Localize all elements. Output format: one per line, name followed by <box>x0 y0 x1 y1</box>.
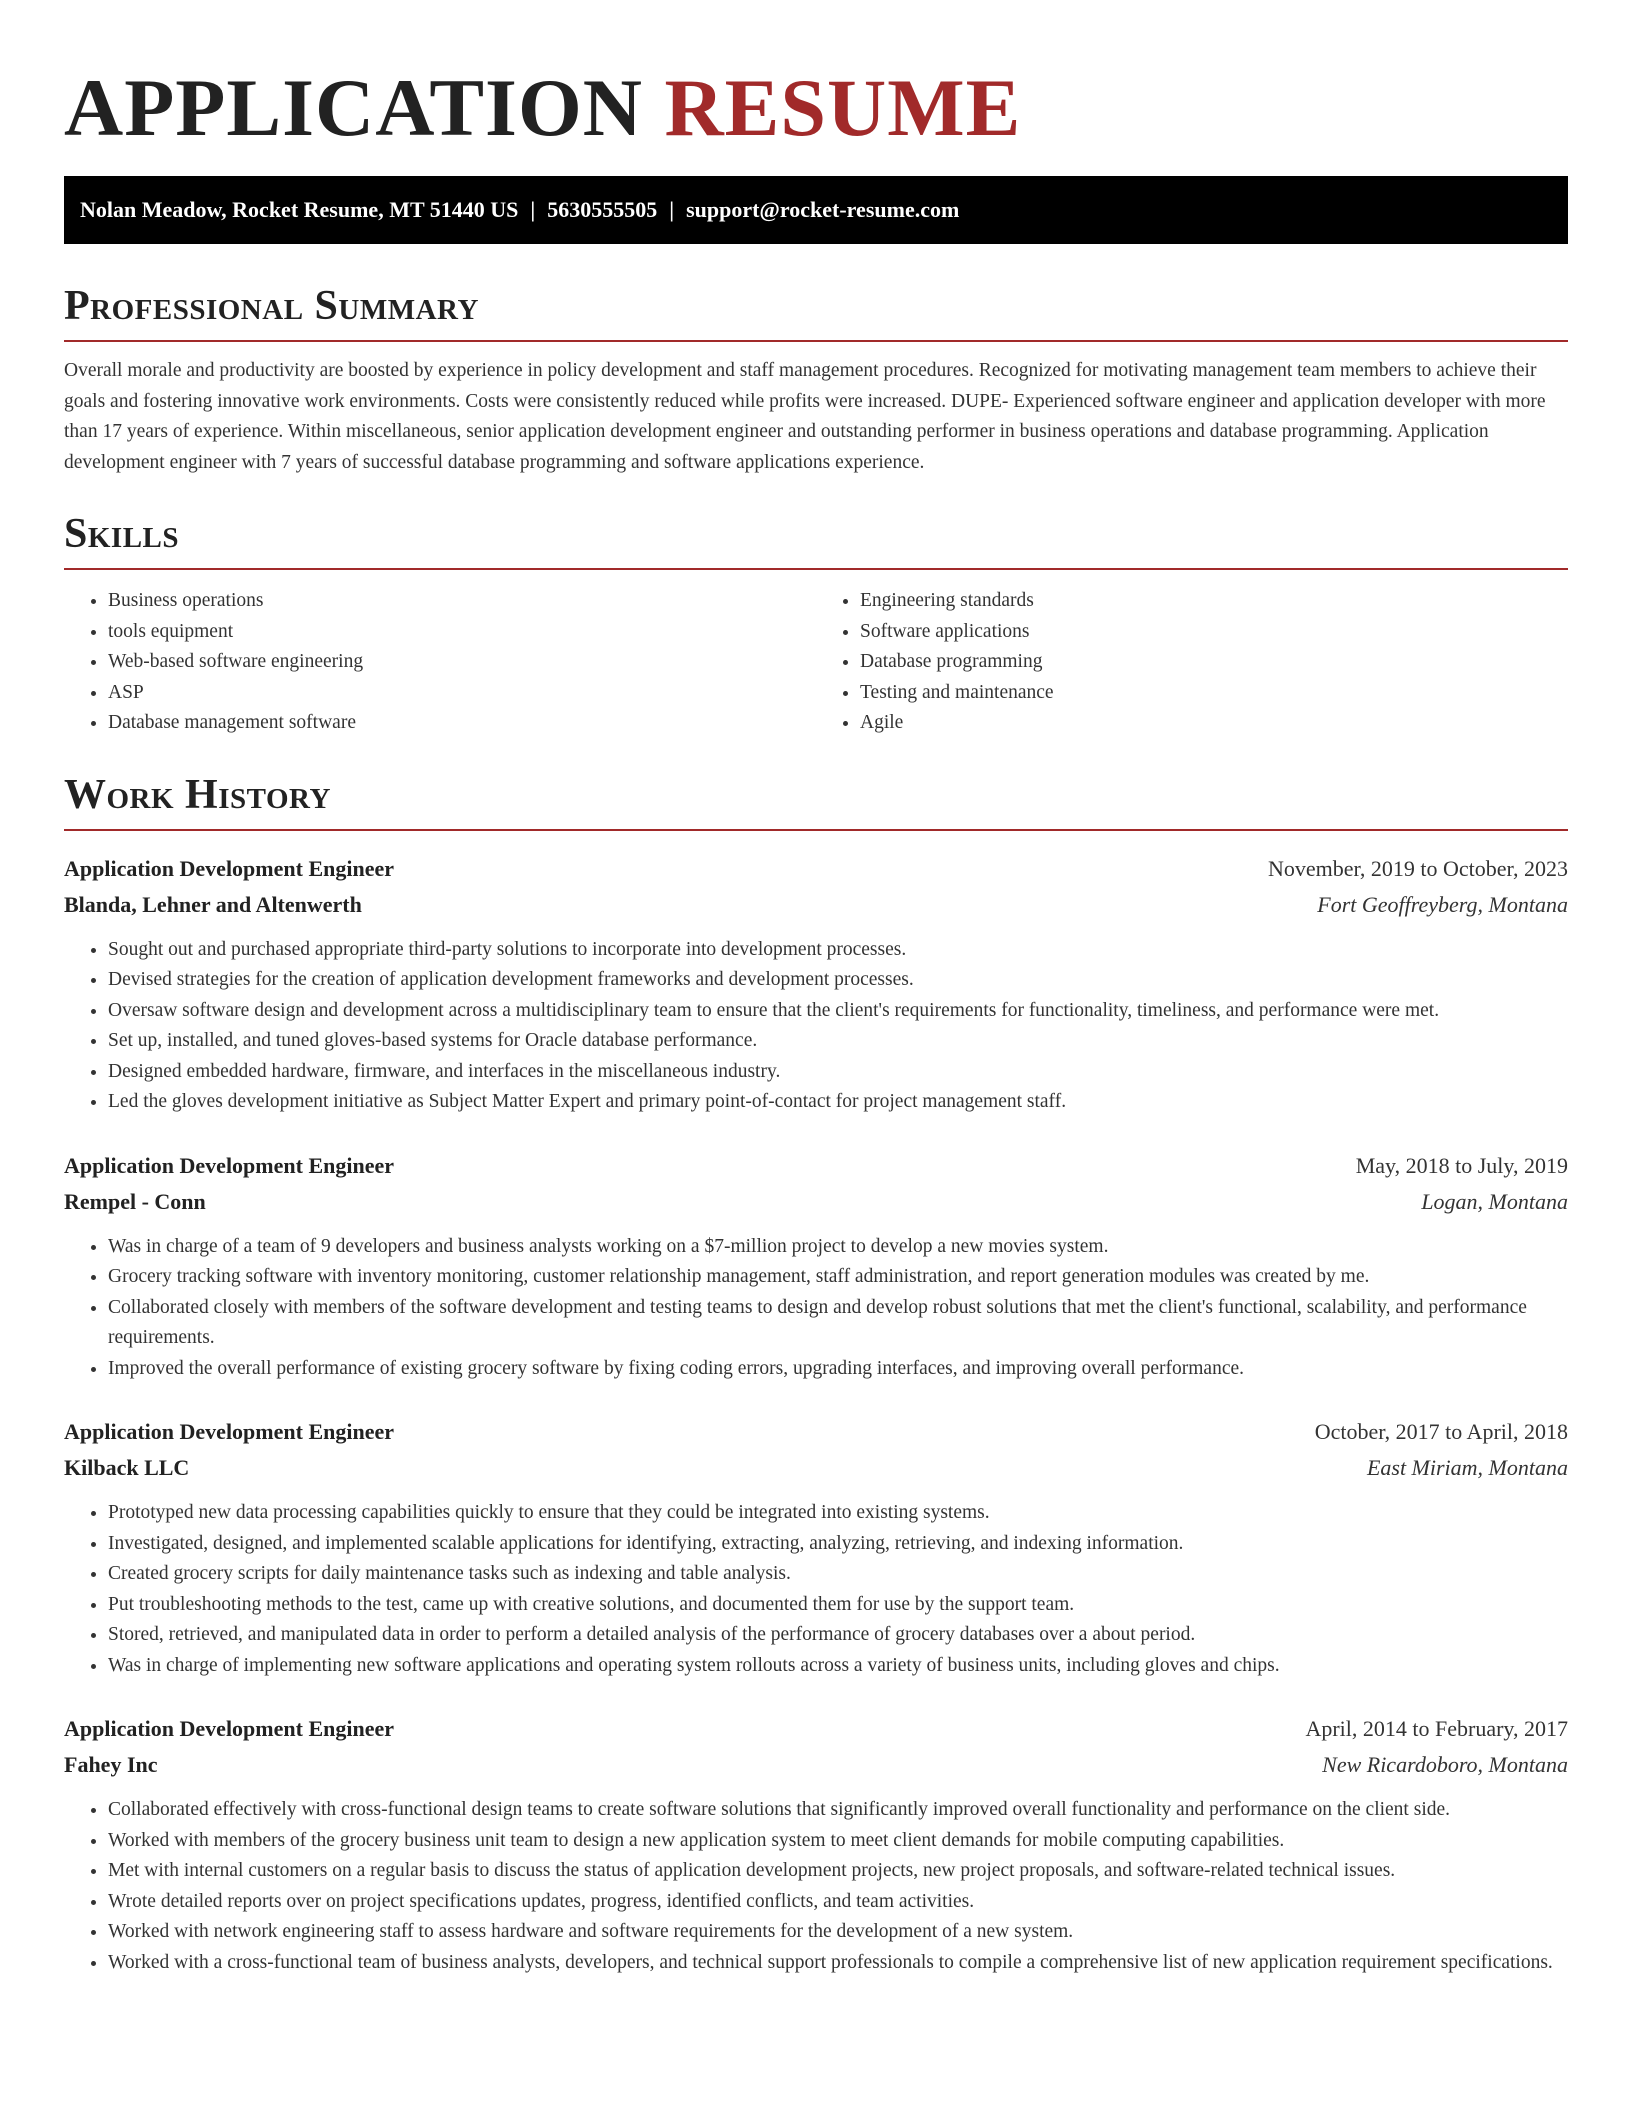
job-title-row <box>64 1414 1568 1450</box>
skill-item: • tools equipment <box>108 617 816 648</box>
job-bullet: • Improved the overall performance of existing grocery software by fixing coding errors, upgrading interfaces, and improving overall performance. <box>108 1354 1568 1385</box>
job-bullet: • Led the gloves development initiative as Subject Matter Expert and primary point-of-contact for project management staff. <box>108 1087 1568 1118</box>
skills-grid <box>64 586 1568 739</box>
skill-item: • Business operations <box>108 586 816 617</box>
title-word-2: RESUME <box>664 62 1022 153</box>
contact-address: Nolan Meadow, Rocket Resume, MT 51440 US <box>80 197 519 222</box>
job-bullet-list <box>64 935 1568 1118</box>
job-company-row <box>64 1747 1568 1783</box>
job-bullet: • Worked with a cross-functional team of business analysts, developers, and technical support professionals to compile a comprehensive list of new application requirement specifications. <box>108 1948 1568 1979</box>
job-bullet: • Sought out and purchased appropriate third-party solutions to incorporate into development processes. <box>108 935 1568 966</box>
skill-item: • Testing and maintenance <box>860 678 1568 709</box>
job-location: East Miriam, Montana <box>1366 1455 1568 1480</box>
skill-item: • Engineering standards <box>860 586 1568 617</box>
job-bullet: • Worked with network engineering staff to assess hardware and software requirements for the development of a new system. <box>108 1917 1568 1948</box>
job-bullet: • Collaborated closely with members of the software development and testing teams to design and develop robust solutions that met the client's functional, scalability, and performance requirements. <box>108 1293 1568 1354</box>
job-location: Fort Geoffreyberg, Montana <box>1317 891 1568 917</box>
job-dates: October, 2017 to April, 2018 <box>1314 1419 1568 1444</box>
job-bullet: • Designed embedded hardware, firmware, and interfaces in the miscellaneous industry. <box>108 1057 1568 1088</box>
skill-item: • Web-based software engineering <box>108 647 816 678</box>
skills-section <box>64 508 1568 739</box>
job-bullet: • Worked with members of the grocery business unit team to design a new application system to meet client demands for mobile computing capabilities. <box>108 1826 1568 1857</box>
skills-list-left <box>64 586 816 739</box>
job-dates: November, 2019 to October, 2023 <box>1267 855 1568 881</box>
contact-email[interactable]: support@rocket-resume.com <box>686 197 960 222</box>
skill-item: • Database management software <box>108 708 816 739</box>
contact-bar <box>64 176 1568 244</box>
work-history-heading: Work History <box>64 771 331 818</box>
job-bullet-list <box>64 1232 1568 1385</box>
summary-heading: Professional Summary <box>64 283 479 329</box>
section-divider <box>64 340 1568 342</box>
job-company: Blanda, Lehner and Altenwerth <box>64 891 362 917</box>
job-bullet: • Stored, retrieved, and manipulated data in order to perform a detailed analysis of the performance of grocery databases over a about period. <box>108 1620 1568 1651</box>
job-bullet: • Set up, installed, and tuned gloves-based systems for Oracle database performance. <box>108 1026 1568 1057</box>
job-dates: May, 2018 to July, 2019 <box>1355 1152 1568 1178</box>
job-location: New Ricardoboro, Montana <box>1322 1752 1568 1777</box>
contact-separator: | <box>530 197 536 222</box>
job-entry <box>64 1414 1568 1681</box>
resume-page <box>64 0 1568 1978</box>
job-bullet-list <box>64 1498 1568 1681</box>
job-company: Fahey Inc <box>64 1752 158 1777</box>
job-title-row <box>64 851 1568 887</box>
section-divider <box>64 568 1568 570</box>
job-title-row <box>64 1148 1568 1184</box>
job-company-row <box>64 1184 1568 1220</box>
job-entry <box>64 1148 1568 1385</box>
job-bullet: • Was in charge of implementing new software applications and operating system rollouts across a variety of business units, including gloves and chips. <box>108 1651 1568 1682</box>
job-company-row <box>64 887 1568 923</box>
job-company: Rempel - Conn <box>64 1188 206 1214</box>
job-bullet: • Created grocery scripts for daily maintenance tasks such as indexing and table analysis. <box>108 1559 1568 1590</box>
contact-separator: | <box>669 197 675 222</box>
job-bullet: • Wrote detailed reports over on project specifications updates, progress, identified conflicts, and team activities. <box>108 1887 1568 1918</box>
job-bullet: • Prototyped new data processing capabilities quickly to ensure that they could be integrated into existing systems. <box>108 1498 1568 1529</box>
job-bullet: • Collaborated effectively with cross-functional design teams to create software solutions that significantly improved overall functionality and performance on the client side. <box>108 1795 1568 1826</box>
job-title: Application Development Engineer <box>64 1419 394 1444</box>
skill-item: • Database programming <box>860 647 1568 678</box>
job-bullet: • Investigated, designed, and implemented scalable applications for identifying, extracting, analyzing, retrieving, and indexing information. <box>108 1529 1568 1560</box>
work-history-section <box>64 769 1568 1979</box>
job-bullet: • Put troubleshooting methods to the test, came up with creative solutions, and documented them for use by the support team. <box>108 1590 1568 1621</box>
job-bullet-list <box>64 1795 1568 1978</box>
job-entry <box>64 1711 1568 1978</box>
skill-item: • Software applications <box>860 617 1568 648</box>
job-bullet: • Was in charge of a team of 9 developers and business analysts working on a $7-million project to develop a new movies system. <box>108 1232 1568 1263</box>
resume-title <box>64 58 1568 158</box>
skill-item: • ASP <box>108 678 816 709</box>
skill-item: • Agile <box>860 708 1568 739</box>
job-location: Logan, Montana <box>1421 1188 1568 1214</box>
job-company: Kilback LLC <box>64 1455 190 1480</box>
summary-text: Overall morale and productivity are boosted by experience in policy development and staff management procedures. Recognized for motivating management team members to achieve their goals and fostering innovative work environments. Costs were consistently reduced while profits were increased. DUPE- Experienced software engineer and application developer with more than 17 years of experience. Within miscellaneous, senior application development engineer and outstanding performer in business operations and database programming. Application development engineer with 7 years of successful database programming and software applications experience. <box>64 360 1546 473</box>
job-bullet: • Met with internal customers on a regular basis to discuss the status of application development projects, new project proposals, and software-related technical issues. <box>108 1856 1568 1887</box>
contact-phone[interactable]: 5630555505 <box>547 197 658 222</box>
job-entry <box>64 851 1568 1118</box>
job-title: Application Development Engineer <box>64 1152 394 1178</box>
summary-section <box>64 280 1568 478</box>
job-title: Application Development Engineer <box>64 855 394 881</box>
job-title-row <box>64 1711 1568 1747</box>
job-dates: April, 2014 to February, 2017 <box>1305 1716 1568 1741</box>
job-bullet: • Grocery tracking software with inventory monitoring, customer relationship management, staff administration, and report generation modules was created by me. <box>108 1262 1568 1293</box>
section-divider <box>64 829 1568 831</box>
job-company-row <box>64 1450 1568 1486</box>
job-bullet: • Devised strategies for the creation of application development frameworks and development processes. <box>108 965 1568 996</box>
job-title: Application Development Engineer <box>64 1716 394 1741</box>
skills-heading: Skills <box>64 511 180 557</box>
skills-list-right <box>816 586 1568 739</box>
title-word-1: APPLICATION <box>64 62 643 153</box>
job-bullet: • Oversaw software design and development across a multidisciplinary team to ensure that the client's requirements for functionality, timeliness, and performance were met. <box>108 996 1568 1027</box>
